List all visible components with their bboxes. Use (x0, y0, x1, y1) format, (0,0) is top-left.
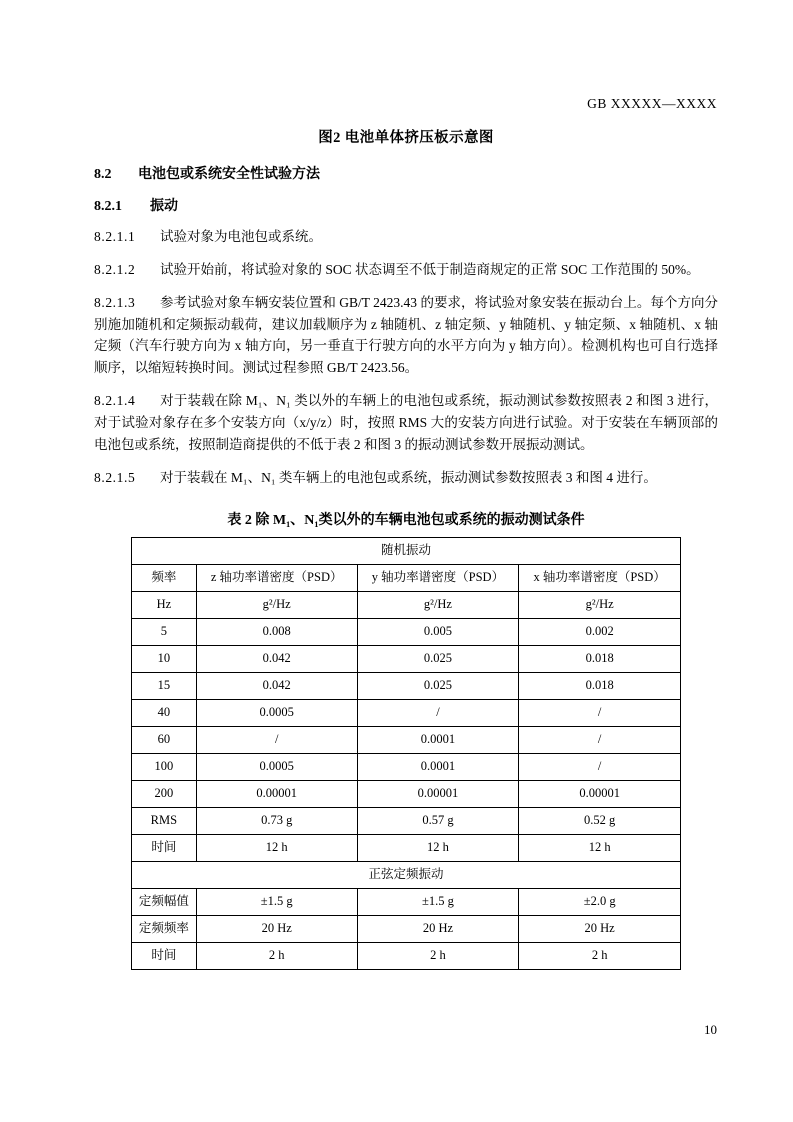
cell-y: ±1.5 g (357, 888, 519, 915)
paragraph-text: 试验开始前，将试验对象的 SOC 状态调至不低于制造商规定的正常 SOC 工作范围的 50%。 (160, 261, 700, 277)
paragraph-8-2-1-3 (94, 292, 718, 379)
table-row (132, 672, 681, 699)
cell-label: 定频频率 (132, 915, 197, 942)
cell-x: 0.52 g (519, 807, 681, 834)
figure-caption: 图2 电池单体挤压板示意图 (318, 130, 494, 146)
cell-y: 0.005 (357, 618, 519, 645)
section-number: 8.2 (94, 167, 112, 182)
section-header-random: 随机振动 (132, 537, 681, 564)
cell-y: 0.0001 (357, 726, 519, 753)
table-row (132, 753, 681, 780)
header-y-psd-unit: g²/Hz (357, 591, 519, 618)
table-row (132, 537, 681, 564)
table-row (132, 915, 681, 942)
cell-frequency: RMS (132, 807, 197, 834)
cell-label: 定频幅值 (132, 888, 197, 915)
section-heading-8-2-1 (94, 195, 718, 215)
cell-frequency: 60 (132, 726, 197, 753)
cell-z: 0.042 (196, 645, 357, 672)
cell-frequency: 200 (132, 780, 197, 807)
cell-frequency: 10 (132, 645, 197, 672)
cell-z: 0.0005 (196, 753, 357, 780)
cell-y: 0.00001 (357, 780, 519, 807)
table-row (132, 699, 681, 726)
cell-z: / (196, 726, 357, 753)
paragraph-number: 8.2.1.3 (94, 294, 136, 310)
cell-z: 0.73 g (196, 807, 357, 834)
section-heading-8-2 (94, 163, 718, 183)
cell-z: 0.008 (196, 618, 357, 645)
cell-x: / (519, 726, 681, 753)
header-frequency-unit: Hz (132, 591, 197, 618)
table-row (132, 780, 681, 807)
paragraph-number: 8.2.1.5 (94, 469, 136, 485)
cell-y: 0.57 g (357, 807, 519, 834)
standard-code: GB XXXXX—XXXX (587, 96, 717, 111)
header-x-psd-unit: g²/Hz (519, 591, 681, 618)
cell-y: 0.025 (357, 645, 519, 672)
paragraph-8-2-1-2 (94, 259, 718, 281)
cell-z: 20 Hz (196, 915, 357, 942)
paragraph-8-2-1-4 (94, 390, 718, 456)
paragraph-number: 8.2.1.1 (94, 229, 136, 244)
table-row (132, 807, 681, 834)
paragraph-text: 参考试验对象车辆安装位置和 GB/T 2423.43 的要求，将试验对象安装在振动台上。每个方向分别施加随机和定频振动载荷，建议加载顺序为 z 轴随机、z 轴定频、y 轴随机、y 轴定频、x 轴随机、x 轴定频（汽车行驶方向为 x 轴方向，另一垂直于行驶方向的水平方向为 y 轴方向）。检测机构也可自行选择顺序，以缩短转换时间。测试过程参照 GB/T 2423.56。 (94, 294, 718, 376)
table-row (132, 591, 681, 618)
cell-x: 2 h (519, 942, 681, 969)
header-x-psd: x 轴功率谱密度（PSD） (519, 564, 681, 591)
table-caption: 表 2 除 M₁、N₁类以外的车辆电池包或系统的振动测试条件 (227, 512, 585, 528)
paragraph-text: 试验对象为电池包或系统。 (160, 229, 322, 244)
section-header-sine: 正弦定频振动 (132, 861, 681, 888)
table-row (132, 834, 681, 861)
cell-x: 0.002 (519, 618, 681, 645)
table-row (132, 618, 681, 645)
table-row (132, 861, 681, 888)
cell-x: 12 h (519, 834, 681, 861)
paragraph-8-2-1-5 (94, 467, 718, 489)
header-z-psd: z 轴功率谱密度（PSD） (196, 564, 357, 591)
subsection-title: 振动 (150, 199, 178, 214)
cell-frequency: 100 (132, 753, 197, 780)
cell-x: 20 Hz (519, 915, 681, 942)
header-frequency: 频率 (132, 564, 197, 591)
cell-y: / (357, 699, 519, 726)
cell-y: 12 h (357, 834, 519, 861)
page-number: 10 (704, 1022, 717, 1037)
cell-z: 12 h (196, 834, 357, 861)
cell-x: / (519, 699, 681, 726)
cell-z: ±1.5 g (196, 888, 357, 915)
paragraph-number: 8.2.1.2 (94, 261, 136, 277)
table-row (132, 888, 681, 915)
cell-x: 0.018 (519, 645, 681, 672)
cell-label: 时间 (132, 942, 197, 969)
table-row (132, 726, 681, 753)
cell-y: 0.025 (357, 672, 519, 699)
cell-frequency: 时间 (132, 834, 197, 861)
table-row (132, 942, 681, 969)
cell-x: / (519, 753, 681, 780)
paragraph-number: 8.2.1.4 (94, 393, 136, 409)
paragraph-text: 对于装载在 M₁、N₁ 类车辆上的电池包或系统，振动测试参数按照表 3 和图 4 进行。 (160, 469, 657, 485)
cell-z: 0.0005 (196, 699, 357, 726)
cell-x: 0.018 (519, 672, 681, 699)
header-z-psd-unit: g²/Hz (196, 591, 357, 618)
cell-y: 20 Hz (357, 915, 519, 942)
table-row (132, 564, 681, 591)
cell-frequency: 5 (132, 618, 197, 645)
section-title: 电池包或系统安全性试验方法 (138, 167, 320, 182)
page-content (94, 126, 718, 970)
cell-y: 2 h (357, 942, 519, 969)
cell-frequency: 15 (132, 672, 197, 699)
page-header (587, 96, 717, 112)
cell-frequency: 40 (132, 699, 197, 726)
cell-x: ±2.0 g (519, 888, 681, 915)
paragraph-text: 对于装载在除 M₁、N₁ 类以外的车辆上的电池包或系统，振动测试参数按照表 2 和图 3 进行，对于试验对象存在多个安装方向（x/y/z）时，按照 RMS 大的安装方向进行试验。对于安装在车辆顶部的电池包或系统，按照制造商提供的不低于表 2 和图 3 的振动测试参数开展振动测试。 (94, 393, 718, 452)
cell-z: 0.00001 (196, 780, 357, 807)
cell-y: 0.0001 (357, 753, 519, 780)
cell-x: 0.00001 (519, 780, 681, 807)
cell-z: 0.042 (196, 672, 357, 699)
header-y-psd: y 轴功率谱密度（PSD） (357, 564, 519, 591)
subsection-number: 8.2.1 (94, 199, 122, 214)
paragraph-8-2-1-1 (94, 226, 718, 248)
table-row (132, 645, 681, 672)
vibration-test-table (131, 537, 681, 970)
cell-z: 2 h (196, 942, 357, 969)
